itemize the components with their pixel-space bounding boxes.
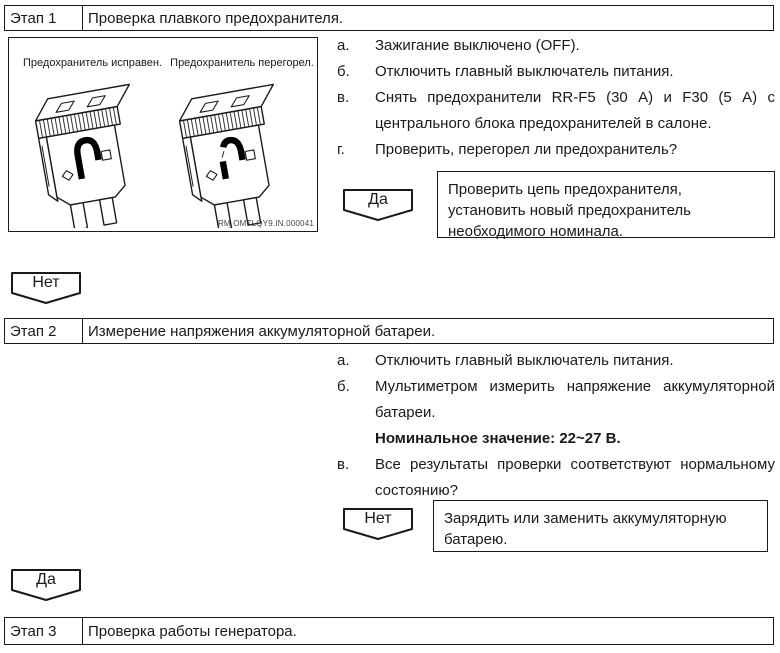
list-item: а. Зажигание выключено (OFF). <box>337 37 580 54</box>
stage2-no-connector <box>342 507 414 541</box>
list-item: а. Отключить главный выключатель питания. <box>337 352 674 369</box>
stage2-no-action-box <box>433 500 768 552</box>
stage3-header-row <box>4 617 774 645</box>
stage1-no-connector <box>10 271 82 305</box>
list-item: в. Все результаты проверки соответствуют нормальному состоянию? <box>337 456 775 499</box>
stage1-label: Этап 1 <box>5 6 83 30</box>
stage3-title: Проверка работы генератора. <box>88 622 297 640</box>
stage3-label: Этап 3 <box>5 618 83 644</box>
yes-label: Да <box>36 571 56 588</box>
stage2-label: Этап 2 <box>5 319 83 343</box>
stage1-title: Проверка плавкого предохранителя. <box>88 9 344 27</box>
stage2-title: Измерение напряжения аккумуляторной батареи. <box>88 322 436 340</box>
list-item: б. Мультиметром измерить напряжение аккумуляторной батареи. Номинальное значение: 22~27 В. <box>337 374 775 452</box>
no-label: Нет <box>32 274 60 291</box>
stage1-yes-action-box <box>437 171 775 238</box>
yes-label: Да <box>368 191 388 208</box>
figure-watermark: RM.OMTLQY9.IN.000041 <box>217 219 314 228</box>
nominal-value-note: Номинальное значение: 22~27 В. <box>375 430 621 447</box>
stage1-header-row <box>4 5 774 31</box>
stage2-yes-connector <box>10 568 82 602</box>
fuse-good-illustration <box>25 80 160 228</box>
stage2-steps <box>337 348 775 504</box>
list-item: в. Снять предохранители RR-F5 (30 А) и F30 (5 А) с центрального блока предохранителей в салоне. <box>337 89 775 132</box>
action-text: Проверить цепь предохранителя, установить новый предохранитель необходимого номинала. <box>448 181 691 240</box>
list-item: б. Отключить главный выключатель питания. <box>337 63 674 80</box>
stage2-header-row <box>4 318 774 344</box>
no-label: Нет <box>364 510 392 527</box>
fuse-ok-caption: Предохранитель исправен. <box>23 57 162 69</box>
fuse-figure <box>8 37 318 232</box>
action-text: Зарядить или заменить аккумуляторную батарею. <box>444 510 727 548</box>
stage1-steps <box>337 33 775 163</box>
list-item: г. Проверить, перегорел ли предохранитель? <box>337 141 678 158</box>
stage1-yes-connector <box>342 188 414 222</box>
fuse-blown-illustration <box>169 80 304 228</box>
fuse-blown-caption: Предохранитель перегорел. <box>170 57 314 69</box>
